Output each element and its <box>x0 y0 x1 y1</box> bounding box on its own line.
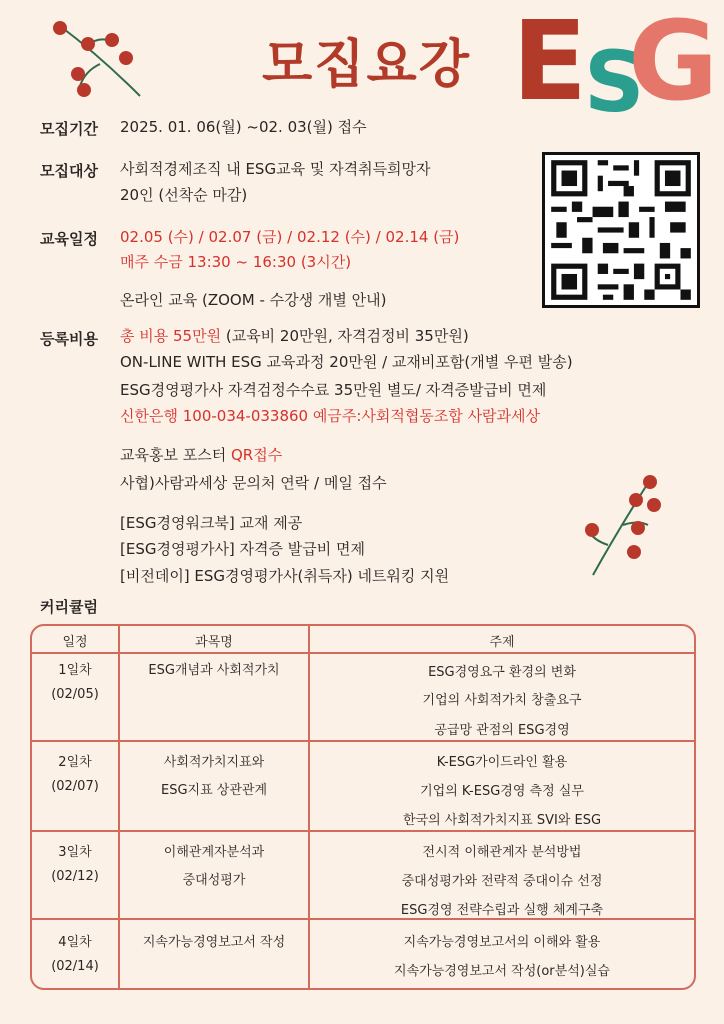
row3-subject-1: 이해관계자분석과 <box>163 845 265 860</box>
period-label: 모집기간 <box>40 120 98 138</box>
curriculum-title: 커리큘럼 <box>40 598 98 616</box>
bank-account: 신한은행 100-034-033860 예금주:사회적협동조합 사람과세상 <box>120 407 541 425</box>
fee-breakdown: (교육비 20만원, 자격검정비 35만원) <box>221 327 469 345</box>
row3-day: 3일차 <box>58 845 92 860</box>
row1-date: (02/05) <box>51 687 99 702</box>
esg-logo-s: S <box>584 33 645 131</box>
target-line-1: 사회적경제조직 내 ESG교육 및 자격취득희망자 <box>120 160 431 178</box>
berry-branch-icon <box>40 16 150 106</box>
berry-branch-icon <box>578 470 668 580</box>
row4-date: (02/14) <box>51 959 99 974</box>
row4-topic-2: 지속가능경영보고서 작성(or분석)실습 <box>394 964 610 979</box>
row1-topic-2: 기업의 사회적가치 창출요구 <box>422 693 582 708</box>
header-schedule: 일정 <box>62 635 88 650</box>
row1-topic-1: ESG경영요구 환경의 변화 <box>428 665 576 680</box>
row4-subject: 지속가능경영보고서 작성 <box>142 935 286 950</box>
target-label: 모집대상 <box>40 162 98 180</box>
qr-code[interactable] <box>542 152 700 308</box>
schedule-line-3: 온라인 교육 (ZOOM - 수강생 개별 안내) <box>120 291 387 309</box>
fee-line-3: ESG경영평가사 자격검정수수료 35만원 별도/ 자격증발급비 면제 <box>120 381 547 399</box>
row-divider <box>32 918 694 920</box>
fee-line-1 <box>120 325 469 347</box>
fee-label: 등록비용 <box>40 330 98 348</box>
row4-day: 4일차 <box>58 935 92 950</box>
schedule-line-1: 02.05 (수) / 02.07 (금) / 02.12 (수) / 02.14 (금) <box>120 228 460 246</box>
row1-topic-3: 공급망 관점의 ESG경영 <box>434 723 570 738</box>
schedule-line-2: 매주 수금 13:30 ~ 16:30 (3시간) <box>120 253 352 271</box>
benefit-1: [ESG경영워크북] 교재 제공 <box>120 514 303 532</box>
schedule-label: 교육일정 <box>40 230 98 248</box>
row2-topic-2: 기업의 K-ESG경영 측정 실무 <box>420 784 584 799</box>
row1-day: 1일차 <box>58 663 92 678</box>
target-line-2: 20인 (선착순 마감) <box>120 186 248 204</box>
row-divider <box>32 740 694 742</box>
fee-line-2: ON-LINE WITH ESG 교육과정 20만원 / 교재비포함(개별 우편 발송) <box>120 353 573 371</box>
promo-line-1 <box>120 444 282 466</box>
row2-subject-1: 사회적가치지표와 <box>163 755 265 770</box>
promo-line-2: 사협)사람과세상 문의처 연락 / 메일 접수 <box>120 474 387 492</box>
row3-date: (02/12) <box>51 869 99 884</box>
row-divider <box>32 830 694 832</box>
page-title: 모집요강 <box>262 35 471 95</box>
promo-text: 교육홍보 포스터 <box>120 446 231 464</box>
row3-topic-1: 전시적 이해관계자 분석방법 <box>422 845 582 860</box>
esg-logo-e: E <box>512 0 588 125</box>
row2-date: (02/07) <box>51 779 99 794</box>
header-topic: 주제 <box>489 635 515 650</box>
esg-logo-g: G <box>628 0 719 125</box>
benefit-3: [비전데이] ESG경영평가사(취득자) 네트워킹 지원 <box>120 567 450 585</box>
row3-topic-2: 중대성평가와 전략적 중대이슈 선정 <box>401 874 603 889</box>
row3-subject-2: 중대성평가 <box>182 873 246 888</box>
row2-subject-2: ESG지표 상관관계 <box>160 783 268 798</box>
curriculum-table <box>30 624 696 990</box>
qr-apply-link[interactable]: QR접수 <box>230 446 283 464</box>
row4-topic-1: 지속가능경영보고서의 이해와 활용 <box>403 935 601 950</box>
period-value: 2025. 01. 06(월) ~02. 03(월) 접수 <box>120 118 367 136</box>
row2-day: 2일차 <box>58 755 92 770</box>
row2-topic-3: 한국의 사회적가치지표 SVI와 ESG <box>402 813 602 828</box>
row3-topic-3: ESG경영 전략수립과 실행 체계구축 <box>400 903 604 918</box>
benefit-2: [ESG경영평가사] 자격증 발급비 면제 <box>120 540 366 558</box>
header-subject: 과목명 <box>195 635 233 650</box>
row2-topic-1: K-ESG가이드라인 활용 <box>436 755 568 770</box>
row1-subject: ESG개념과 사회적가치 <box>148 663 280 678</box>
fee-total: 총 비용 55만원 <box>120 327 222 345</box>
